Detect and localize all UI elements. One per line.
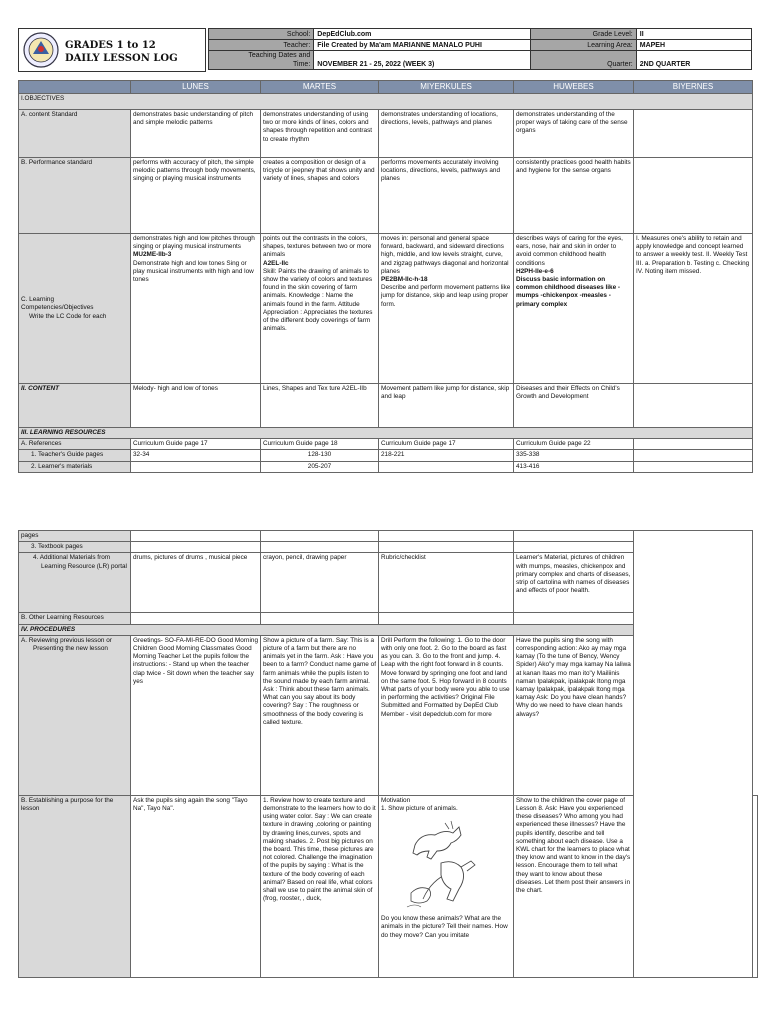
comp-text: moves in: personal and general space forward, backward, and sideward directions high, middle, and low levels straight, curve, and zigzag pathways diagonal and horizontal planes bbox=[381, 235, 509, 275]
dates-label bbox=[209, 51, 314, 70]
comp-text: Discuss basic information on common childhood diseases like -mumps -chickenpox -measles -primary complex bbox=[516, 276, 621, 308]
cell bbox=[261, 234, 379, 384]
cell bbox=[379, 461, 514, 472]
cell bbox=[514, 613, 634, 624]
purpose-wed-line-1: Motivation bbox=[381, 796, 411, 804]
cell bbox=[634, 384, 753, 428]
cell: 335-338 bbox=[514, 450, 634, 461]
cell: demonstrates understanding of the proper ways of taking care of the sense organs bbox=[514, 110, 634, 158]
day-header-blank bbox=[19, 81, 131, 94]
additional-label-2: Learning Resource (LR) portal bbox=[41, 562, 127, 570]
cell: Movement pattern like jump for distance, skip and leap bbox=[379, 384, 514, 428]
cell: Curriculum Guide page 18 bbox=[261, 439, 379, 450]
cell bbox=[131, 461, 261, 472]
cell: 128-130 bbox=[261, 450, 379, 461]
pages-row bbox=[19, 531, 758, 542]
additional-materials-label bbox=[19, 553, 131, 613]
lc-code: MU2ME-IIb-3 bbox=[133, 251, 172, 259]
teachers-guide-label: 1. Teacher's Guide pages bbox=[19, 450, 131, 461]
lesson-log-header bbox=[18, 28, 752, 72]
header-meta-table bbox=[208, 28, 752, 70]
cell: Have the pupils sing the song with corresponding action: Ako ay may mga kamay (To the tune of Bency, Wency Spider) Ako"y may mga kamay Na laliwa at kanan Itaas mo man ito"y Mailiinis naman Ipalakpak, ipalakpak Itong mga kamay Ipalakpak, ipalakpak Itong mga kamay Ask: Do you have clean hands? Why do we need to have clean hands always? bbox=[514, 635, 634, 795]
lc-code: H2PH-IIe-e-6 bbox=[516, 267, 554, 275]
cell: demonstrates basic understanding of pitch and simple melodic patterns bbox=[131, 110, 261, 158]
cell: Curriculum Guide page 22 bbox=[514, 439, 634, 450]
objectives-section: I.OBJECTIVES bbox=[19, 94, 753, 110]
dates-value: NOVEMBER 21 - 25, 2022 (WEEK 3) bbox=[314, 51, 531, 70]
day-header-huwebes: HUWEBES bbox=[514, 81, 634, 94]
competencies-label bbox=[19, 234, 131, 384]
lc-code: A2EL-IIc bbox=[263, 259, 289, 267]
cell bbox=[634, 439, 753, 450]
cell bbox=[379, 613, 514, 624]
area-label: Learning Area: bbox=[531, 40, 636, 51]
quarter-value: 2ND QUARTER bbox=[636, 51, 751, 70]
title-block bbox=[18, 28, 206, 72]
cell: Show a picture of a farm. Say: This is a picture of a farm but there are no animals yet in the farm. Ask : Have you been to a farm? Conduct name game of farm animals while the pupils listen to the sound made by each farm animal. Ask : Think about these farm animals. What can you say about its body covering? Say : The roughness or smoothness of the body covering is called texture. bbox=[261, 635, 379, 795]
comp-text: demonstrates high and low pitches through singing or playing musical instruments bbox=[133, 235, 255, 251]
comp-text: Demonstrate high and low tones Sing or play musical instruments with high and low tones bbox=[133, 259, 254, 284]
page-title bbox=[65, 39, 178, 65]
purpose-wed-line-3: Do you know these animals? What are the animals in the picture? Tell their names. How do they move? Can you imitate bbox=[381, 915, 508, 939]
cell bbox=[131, 531, 261, 542]
cell: Diseases and their Effects on Child's Growth and Development bbox=[514, 384, 634, 428]
references-label: A. References bbox=[19, 439, 131, 450]
cell bbox=[379, 531, 514, 542]
purpose-label: B. Establishing a purpose for the lesson bbox=[19, 795, 131, 977]
cell bbox=[261, 542, 379, 553]
day-header-row bbox=[19, 81, 753, 94]
cell bbox=[131, 234, 261, 384]
cell: Learner's Material, pictures of children with mumps, measles, chickenpox and primary complex and charts of diseases, strip of cartolina with names of diseases and effects of poor health. bbox=[514, 553, 634, 613]
cell: Drill Perform the following: 1. Go to the door with only one foot. 2. Go to the board as fast as you can. 3. Go to the front and jump. 4. Leap with the right foot forward in 8 counts. Move forward by springing one foot and land on the same foot. 5. Hop forward in 8 counts What parts of your body were you able to use in performing the activities? Original File Submitted and Formatted by DepEd Club Member - visit depedclub.com for more bbox=[379, 635, 514, 795]
comp-text: describes ways of caring for the eyes, ears, nose, hair and skin in order to avoid common childhood health conditions bbox=[516, 235, 623, 267]
cell bbox=[634, 158, 753, 234]
cell: Greetings- SO-FA-MI-RE-DO Good Morning Children Good Morning Classmates Good Morning Teacher Let the pupils follow the instructions: - Stand up when the teacher clap twice - Sit down when the teacher say yes bbox=[131, 635, 261, 795]
day-header-miyerkules: MIYERKULES bbox=[379, 81, 514, 94]
cell bbox=[514, 542, 634, 553]
cell: drums, pictures of drums , musical piece bbox=[131, 553, 261, 613]
grade-label: Grade Level: bbox=[531, 29, 636, 40]
cell: 32-34 bbox=[131, 450, 261, 461]
learners-materials-label: 2. Learner's materials bbox=[19, 461, 131, 472]
day-header-lunes: LUNES bbox=[131, 81, 261, 94]
title-line-2: DAILY LESSON LOG bbox=[65, 53, 178, 64]
pages-label: pages bbox=[19, 531, 131, 542]
cell: consistently practices good health habits and hygiene for the sense organs bbox=[514, 158, 634, 234]
cell bbox=[261, 531, 379, 542]
comp-text: Skill: Paints the drawing of animals to show the variety of colors and textures found in the skin covering of farm animals. Knowledge : Name the animals found in the farm. Attitude Appreciation : Appreciates the textures of the different body coverings of farm animals. bbox=[263, 267, 373, 333]
teacher-label: Teacher: bbox=[209, 40, 314, 51]
lc-code: PE2BM-IIc-h-18 bbox=[381, 276, 428, 284]
cell: demonstrates understanding of using two or more kinds of lines, colors and shapes through repetition and contrast to create rhythm bbox=[261, 110, 379, 158]
title-line-1: GRADES 1 to 12 bbox=[65, 40, 156, 51]
cell bbox=[379, 795, 514, 977]
content-row bbox=[19, 384, 753, 428]
dates-label-1: Teaching Dates and bbox=[248, 52, 311, 59]
quarter-label: Quarter: bbox=[531, 51, 636, 70]
cell bbox=[131, 613, 261, 624]
cell: creates a composition or design of a tricycle or jeepney that shows unity and variety of lines, shapes and colors bbox=[261, 158, 379, 234]
animals-sketch-image bbox=[401, 815, 491, 913]
cell: Melody- high and low of tones bbox=[131, 384, 261, 428]
cell: Show to the children the cover page of Lesson 8. Ask: Have you experienced these diseases? Who among you had experienced these illnesses? Have the pupils identify, describe and tell something about each disease. Use a KWL chart for the learners to place what they know and want to know in the day's lesson. Encourage them to tell what they want to know about these diseases. Let them post their answers in the chart. bbox=[514, 795, 634, 977]
cell: Curriculum Guide page 17 bbox=[379, 439, 514, 450]
lesson-table-page-2 bbox=[18, 530, 758, 978]
content-standard-row bbox=[19, 110, 753, 158]
references-row bbox=[19, 439, 753, 450]
competencies-label-2: Write the LC Code for each bbox=[29, 312, 107, 320]
purpose-wed-line-2: 1. Show picture of animals. bbox=[381, 805, 458, 813]
learners-materials-row bbox=[19, 461, 753, 472]
teachers-guide-row bbox=[19, 450, 753, 461]
cell: demonstrates understanding of locations, directions, levels, pathways and planes bbox=[379, 110, 514, 158]
school-label: School: bbox=[209, 29, 314, 40]
cell bbox=[379, 234, 514, 384]
teacher-value: File Created by Ma'am MARIANNE MANALO PUHI bbox=[314, 40, 531, 51]
procedures-section: IV. PROCEDURES bbox=[19, 624, 634, 635]
review-label-2: Presenting the new lesson bbox=[33, 645, 108, 653]
comp-text: points out the contrasts in the colors, shapes, textures between two or more animals bbox=[263, 235, 372, 259]
deped-seal-icon bbox=[23, 32, 59, 68]
cell: 205-207 bbox=[261, 461, 379, 472]
cell: Curriculum Guide page 17 bbox=[131, 439, 261, 450]
cell bbox=[379, 542, 514, 553]
cell bbox=[634, 531, 753, 978]
additional-label-1: 4. Additional Materials from bbox=[33, 554, 111, 562]
cell: performs movements accurately involving locations, directions, levels, pathways and planes bbox=[379, 158, 514, 234]
cell bbox=[131, 542, 261, 553]
other-resources-label: B. Other Learning Resources bbox=[19, 613, 131, 624]
cell bbox=[514, 234, 634, 384]
cell bbox=[634, 461, 753, 472]
cell: 1. Review how to create texture and demonstrate to the learners how to do it using water color. Say : We can create texture in drawing ,coloring or painting by drawing lines,curves, spots and making shades. 2. Post big pictures on the board. This time, these pictures are not colored. Challenge the imagination of the pupils by saying : What is the texture of the body covering of each animal? Based on real life, what colors shall we use to paint the animal skin of (frog, rooster, , duck, bbox=[261, 795, 379, 977]
review-label bbox=[19, 635, 131, 795]
day-header-biyernes: BIYERNES bbox=[634, 81, 753, 94]
cell: Lines, Shapes and Tex ture A2EL-IIb bbox=[261, 384, 379, 428]
lesson-table-page-1 bbox=[18, 80, 753, 473]
cell: performs with accuracy of pitch, the simple melodic patterns through body movements, singing or playing musical instruments bbox=[131, 158, 261, 234]
grade-value: II bbox=[636, 29, 751, 40]
content-standard-label: A. content Standard bbox=[19, 110, 131, 158]
day-header-martes: MARTES bbox=[261, 81, 379, 94]
learning-resources-section: III. LEARNING RESOURCES bbox=[19, 428, 753, 439]
cell: crayon, pencil, drawing paper bbox=[261, 553, 379, 613]
comp-text: Describe and perform movement patterns like jump for distance, skip and leap using proper form. bbox=[381, 284, 511, 308]
cell bbox=[634, 110, 753, 158]
cell: I. Measures one's ability to retain and apply knowledge and concept learned to answer a weekly test. II. Weekly Test III. a. Preparation b. Testing c. Checking IV. Noting item missed. bbox=[634, 234, 753, 384]
school-value: DepEdClub.com bbox=[314, 29, 531, 40]
area-value: MAPEH bbox=[636, 40, 751, 51]
dates-label-2: Time: bbox=[293, 61, 311, 68]
cell: 218-221 bbox=[379, 450, 514, 461]
cell: Rubric/checklist bbox=[379, 553, 514, 613]
cell: 413-416 bbox=[514, 461, 634, 472]
content-label: II. CONTENT bbox=[19, 384, 131, 428]
cell bbox=[753, 795, 758, 977]
performance-standard-label: B. Performance standard bbox=[19, 158, 131, 234]
competencies-label-1: C. Learning Competencies/Objectives bbox=[21, 296, 94, 312]
cell bbox=[634, 450, 753, 461]
competencies-row bbox=[19, 234, 753, 384]
textbook-label: 3. Textbook pages bbox=[19, 542, 131, 553]
review-label-1: A. Reviewing previous lesson or bbox=[21, 636, 112, 644]
cell bbox=[514, 531, 634, 542]
cell: Ask the pupils sing again the song "Tayo Na", Tayo Na". bbox=[131, 795, 261, 977]
cell bbox=[261, 613, 379, 624]
performance-standard-row bbox=[19, 158, 753, 234]
